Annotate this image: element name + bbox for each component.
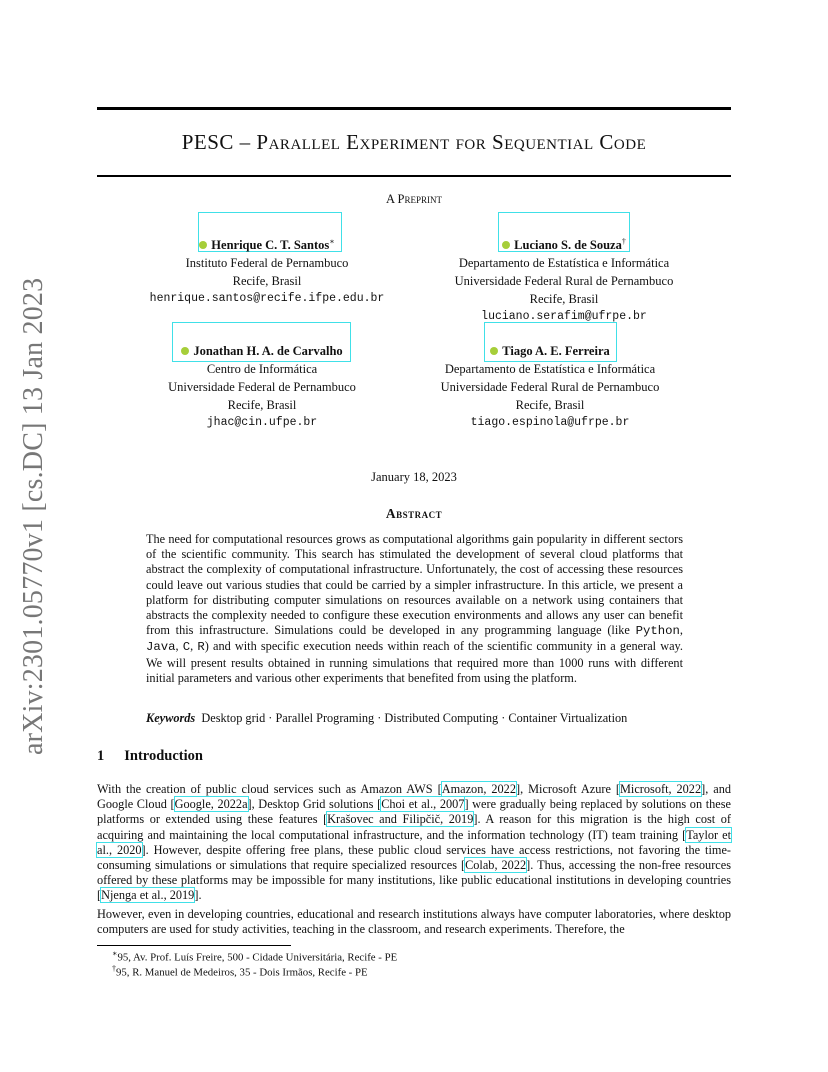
preprint-label: A Preprint xyxy=(386,192,442,206)
citation-link[interactable]: Amazon, 2022 xyxy=(441,782,516,796)
author-email[interactable]: jhac@cin.ufpe.br xyxy=(206,416,318,429)
author-name: Jonathan H. A. de Carvalho xyxy=(193,344,343,358)
citation-link[interactable]: Taylor et al., 2020 xyxy=(97,827,731,857)
intro-paragraph-2: However, even in developing countries, educational and research institutions always have computer laboratories, where desktop computers are used for study activities, teaching in the classroom, and research experiments. Therefore, the xyxy=(97,907,731,937)
footnote-1: ∗95, Av. Prof. Luís Freire, 500 - Cidade Universitária, Recife - PE xyxy=(112,949,398,964)
citation-link[interactable]: Microsoft, 2022 xyxy=(619,782,702,796)
author-email[interactable]: henrique.santos@recife.ifpe.edu.br xyxy=(149,292,385,306)
top-rule xyxy=(97,107,731,110)
paper-title: PESC – Parallel Experiment for Sequential Code xyxy=(181,130,647,154)
citation-link[interactable]: Njenga et al., 2019 xyxy=(101,888,195,903)
citation-link[interactable]: Google, 2022a xyxy=(174,797,248,812)
section-heading: 1 Introduction xyxy=(97,748,203,764)
orcid-icon[interactable] xyxy=(181,347,189,355)
abstract-heading: Abstract xyxy=(385,506,443,521)
footnote-rule xyxy=(97,945,291,946)
author-block-2: Luciano S. de Souza† Departamento de Estatística e Informática Universidade Federal Rural de Pernambuco Recife, Brasil luciano.serafim@ufrpe.br xyxy=(430,233,698,326)
orcid-icon[interactable] xyxy=(199,241,207,249)
author-block-3: Jonathan H. A. de Carvalho Centro de Informática Universidade Federal de Pernambuco Recife, Brasil jhac@cin.ufpe.br xyxy=(137,342,387,432)
keywords: Keywords Desktop grid · Parallel Programing · Distributed Computing · Container Virtualization xyxy=(146,711,628,725)
author-email[interactable]: tiago.espinola@ufrpe.br xyxy=(470,416,630,429)
title-bottom-rule xyxy=(97,175,731,177)
orcid-icon[interactable] xyxy=(502,241,510,249)
footnote-2: †95, R. Manuel de Medeiros, 35 - Dois Irmãos, Recife - PE xyxy=(112,964,368,979)
author-name: Tiago A. E. Ferreira xyxy=(502,344,610,358)
author-name: Henrique C. T. Santos xyxy=(211,238,330,253)
author-block-4: Tiago A. E. Ferreira Departamento de Estatística e Informática Universidade Federal Rural de Pernambuco Recife, Brasil tiago.espinola@ufrpe.br xyxy=(416,342,684,432)
author-name: Luciano S. de Souza xyxy=(514,238,622,253)
paper-date: January 18, 2023 xyxy=(371,470,457,484)
citation-link[interactable]: Krašovec and Filipčič, 2019 xyxy=(327,812,474,827)
arxiv-side-label: arXiv:2301.05770v1 [cs.DC] 13 Jan 2023 xyxy=(18,277,49,755)
citation-link[interactable]: Choi et al., 2007 xyxy=(381,797,465,812)
citation-link[interactable]: Colab, 2022 xyxy=(465,858,527,873)
abstract-text: The need for computational resources grows as computational algorithms gain popularity in different sectors of the scientific community. This search has stimulated the development of several cloud platforms that abstract the complexity of computational infrastructure. Unfortunately, the cost of accessing these resources could leave out various studies that could be carried by a simpler infrastructure. In this article, we present a platform for distributing computer simulations on resources available on a network using containers that abstracts the complexity needed to configure these execution environments and allows any user can benefit from this infrastructure. Simulations could be developed in any programming language (like Python, Java, C, R) and with specific execution needs within reach of the scientific community in a general way. We will present results obtained in running simulations that required more than 1000 runs with different initial parameters and various other experiments that benefited from using the platform. xyxy=(146,532,683,685)
orcid-icon[interactable] xyxy=(490,347,498,355)
author-block-1: Henrique C. T. Santos∗ Instituto Federal de Pernambuco Recife, Brasil henrique.santos@recife.ifpe.edu.br xyxy=(137,233,397,308)
intro-paragraph-1: With the creation of public cloud services such as Amazon AWS [Amazon, 2022], Microsoft Azure [Microsoft, 2022], and Google Cloud [Google, 2022a], Desktop Grid solutions [Choi et al., 2007] were gradually being replaced by solutions on these platforms or extended using these features [Krašovec and Filipčič, 2019]. A reason for this migration is the high cost of acquiring and maintaining the local computational infrastructure, and the information technology (IT) team training [Taylor et al., 2020]. However, despite offering free plans, these public cloud services have access restrictions, not favoring the time-consuming simulations or simulations that require specialized resources [Colab, 2022]. Thus, accessing the non-free resources offered by these platforms may be impossible for many institutions, like public educational institutions in developing countries [Njenga et al., 2019]. xyxy=(97,782,732,903)
author-email[interactable]: luciano.serafim@ufrpe.br xyxy=(481,310,647,324)
